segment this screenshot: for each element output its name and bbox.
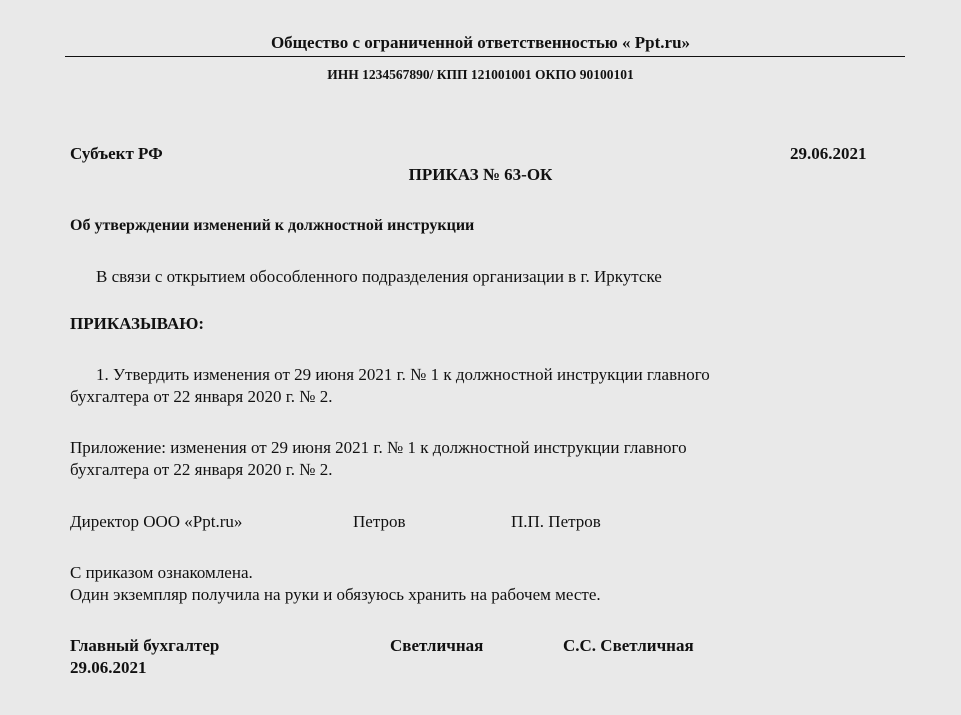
- accountant-name: С.С. Светличная: [563, 636, 694, 655]
- organization-name: Общество с ограниченной ответственностью « Ppt.ru»: [270, 33, 691, 52]
- order-subject-heading: Об утверждении изменений к должностной инструкции: [70, 217, 475, 234]
- order-verb: ПРИКАЗЫВАЮ:: [70, 314, 205, 333]
- attachment-line-1: Приложение: изменения от 29 июня 2021 г. № 1 к должностной инструкции главного: [70, 438, 687, 457]
- acknowledgement-line-2: Один экземпляр получила на руки и обязуюсь хранить на рабочем месте.: [70, 585, 601, 604]
- accountant-position: Главный бухгалтер: [70, 636, 220, 655]
- order-item-1-line-1: 1. Утвердить изменения от 29 июня 2021 г. № 1 к должностной инструкции главного: [96, 365, 710, 384]
- accountant-signature: Светличная: [390, 636, 484, 655]
- subject-label: Субъект РФ: [70, 144, 163, 163]
- director-signature: Петров: [353, 512, 406, 531]
- order-item-1-line-2: бухгалтера от 22 января 2020 г. № 2.: [70, 387, 333, 406]
- order-preamble: В связи с открытием обособленного подразделения организации в г. Иркутске: [96, 267, 662, 286]
- director-name: П.П. Петров: [511, 512, 601, 531]
- order-title: ПРИКАЗ № 63-ОК: [408, 165, 553, 184]
- attachment-line-2: бухгалтера от 22 января 2020 г. № 2.: [70, 460, 333, 479]
- order-date: 29.06.2021: [790, 144, 867, 163]
- director-position: Директор ООО «Ppt.ru»: [70, 512, 243, 531]
- header-divider: [65, 56, 905, 57]
- organization-codes: ИНН 1234567890/ КПП 121001001 ОКПО 90100101: [327, 67, 634, 82]
- acknowledgement-line-1: С приказом ознакомлена.: [70, 563, 253, 582]
- accountant-date: 29.06.2021: [70, 658, 147, 677]
